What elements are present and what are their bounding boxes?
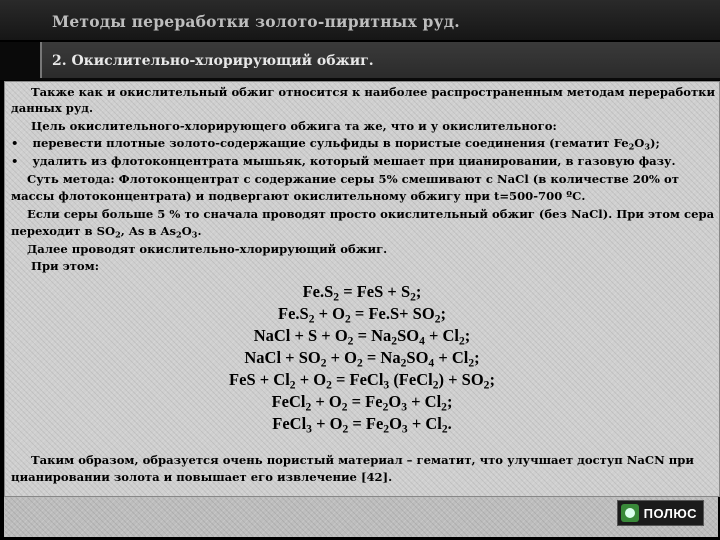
p4-sub-a: 2 (115, 229, 121, 240)
paragraph-2: Цель окислительного-хлорирующего обжига та же, что и у окислительного: (31, 119, 557, 133)
bullet-1-sub-a: 2 (628, 141, 635, 152)
paragraph-7-line-1: Таким образом, образуется очень пористый материал – гематит, что улучшает доступ NaCN при (31, 453, 694, 467)
bullet-2-text: удалить из флотоконцентрата мышьяк, который мешает при цианировании, в газовую фазу. (32, 154, 676, 168)
paragraph-4-line-2 (11, 223, 201, 240)
footer-strip (4, 497, 718, 537)
paragraph-5: Далее проводят окислительно-хлорирующий обжиг. (27, 242, 388, 256)
bullet-1-text-b: O (634, 136, 645, 150)
polyus-logo (617, 500, 704, 526)
p4-sub-b: 2 (176, 229, 182, 240)
bullet-1-text-c: ); (650, 136, 660, 150)
logo-text: ПОЛЮС (643, 505, 697, 521)
equation-6: FeCl$_2$ + $O_2 = Fe_2O_3 + Cl_2$; (271, 392, 453, 414)
p4-sub-c: 3 (191, 229, 198, 240)
p4-text-b: , As в As (120, 224, 177, 238)
logo-icon (621, 504, 639, 522)
slide-title: Методы переработки золото-пиритных руд. (52, 12, 460, 31)
paragraph-3-line-1: Суть метода: Флотоконцентрат с содержание серы 5% смешивают с NaCl (в количестве 20% от (27, 172, 679, 186)
bullet-item-1 (11, 135, 660, 152)
equation-1: $Fe.S_2$ = FeS + $S_2$; (302, 282, 422, 304)
paragraph-4-line-1: Если серы больше 5 % то сначала проводят просто окислительный обжиг (без NaCl). При этом сера (27, 207, 715, 221)
equation-3: NaCl + $S + O_2 = Na_2SO_4 + Cl_2$; (253, 326, 471, 348)
p4-text-c: O (181, 224, 192, 238)
bullet-1-text-a: перевести плотные золото-содержащие сульфиды в пористые соединения (гематит Fe (32, 136, 629, 150)
equation-5: FeS + $Cl_2 + O_2$ = FeCl$_3$ (FeCl$_2$) + $SO_2$; (229, 370, 495, 392)
p4-text-a: переходит в SO (11, 224, 116, 238)
paragraph-1-line-1: Также как и окислительный обжиг относится к наиболее распространенным методам переработки (31, 85, 716, 99)
content-panel (4, 81, 720, 497)
paragraph-1-line-2: данных руд. (11, 101, 94, 115)
slide-subtitle: 2. Окислительно-хлорирующий обжиг. (52, 53, 374, 69)
paragraph-3-line-2: массы флотоконцентрата) и подвергают окислительному обжигу при t=500-700 ºС. (11, 189, 586, 203)
equation-7: FeCl$_3$ + $O_2 = Fe_2O_3 + Cl_2$. (272, 414, 452, 436)
equation-4: NaCl + $SO_2 + O_2 = Na_2SO_4 + Cl_2$; (244, 348, 480, 370)
paragraph-7-line-2: цианировании золота и повышает его извлечение [42]. (11, 470, 393, 484)
p4-text-d: . (197, 224, 202, 238)
equation-2: $Fe.S_2 + O_2 = Fe.S+ SO_2$; (278, 304, 446, 326)
bullet-icon: • (11, 136, 19, 150)
bullet-item-2 (11, 153, 676, 170)
paragraph-6: При этом: (31, 259, 100, 273)
bullet-icon: • (11, 154, 19, 168)
bullet-1-sub-b: 3 (644, 141, 651, 152)
